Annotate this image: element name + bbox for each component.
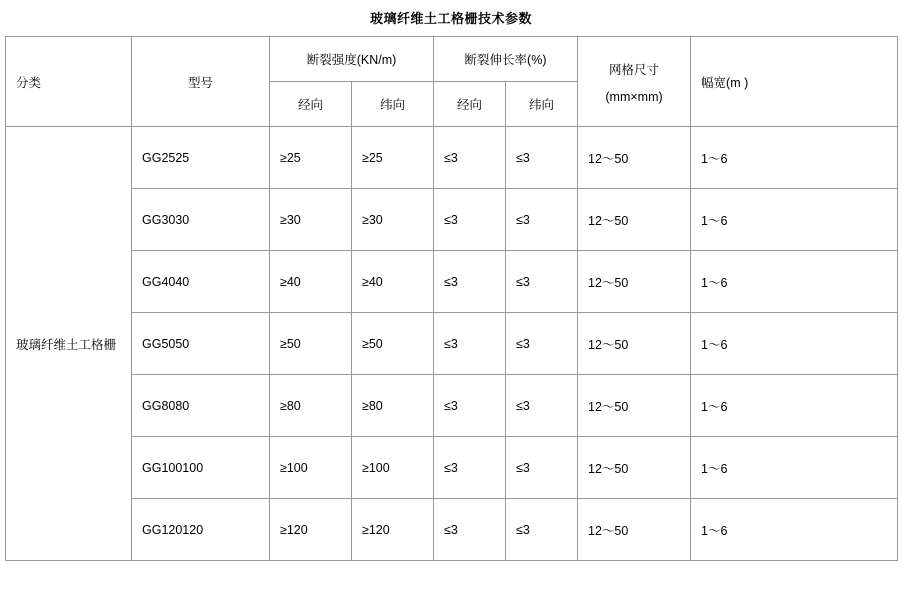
cell-warp-strength: ≥50	[270, 313, 352, 375]
table-header-row-1	[6, 37, 898, 82]
cell-weft-elongation: ≤3	[506, 313, 578, 375]
cell-model: GG2525	[132, 127, 270, 189]
cell-weft-strength: ≥120	[352, 499, 434, 561]
cell-warp-strength: ≥100	[270, 437, 352, 499]
cell-warp-strength: ≥120	[270, 499, 352, 561]
header-break-elongation: 断裂伸长率(%)	[434, 37, 578, 82]
cell-model: GG3030	[132, 189, 270, 251]
header-warp-strength: 经向	[270, 82, 352, 127]
cell-model: GG120120	[132, 499, 270, 561]
header-model: 型号	[132, 37, 270, 127]
cell-mesh-size: 12～50	[578, 437, 691, 499]
cell-mesh-size: 12～50	[578, 251, 691, 313]
table-row	[6, 189, 898, 251]
cell-category: 玻璃纤维土工格栅	[6, 127, 132, 561]
cell-weft-strength: ≥50	[352, 313, 434, 375]
cell-width: 1～6	[691, 499, 898, 561]
cell-weft-strength: ≥100	[352, 437, 434, 499]
cell-warp-elongation: ≤3	[434, 499, 506, 561]
cell-weft-strength: ≥40	[352, 251, 434, 313]
cell-mesh-size: 12～50	[578, 375, 691, 437]
header-break-strength: 断裂强度(KN/m)	[270, 37, 434, 82]
cell-warp-strength: ≥40	[270, 251, 352, 313]
cell-warp-strength: ≥30	[270, 189, 352, 251]
header-mesh-size-line1: 网格尺寸	[609, 62, 660, 77]
cell-width: 1～6	[691, 189, 898, 251]
cell-weft-elongation: ≤3	[506, 127, 578, 189]
cell-model: GG100100	[132, 437, 270, 499]
cell-model: GG8080	[132, 375, 270, 437]
cell-width: 1～6	[691, 375, 898, 437]
cell-warp-elongation: ≤3	[434, 189, 506, 251]
cell-model: GG4040	[132, 251, 270, 313]
cell-weft-strength: ≥25	[352, 127, 434, 189]
table-row	[6, 127, 898, 189]
cell-weft-elongation: ≤3	[506, 499, 578, 561]
cell-warp-elongation: ≤3	[434, 251, 506, 313]
table-row	[6, 375, 898, 437]
header-weft-elongation: 纬向	[506, 82, 578, 127]
cell-warp-strength: ≥25	[270, 127, 352, 189]
cell-width: 1～6	[691, 437, 898, 499]
cell-width: 1～6	[691, 127, 898, 189]
header-weft-strength: 纬向	[352, 82, 434, 127]
cell-mesh-size: 12～50	[578, 189, 691, 251]
cell-mesh-size: 12～50	[578, 127, 691, 189]
cell-warp-elongation: ≤3	[434, 127, 506, 189]
spec-table	[5, 36, 898, 561]
table-row	[6, 313, 898, 375]
cell-weft-elongation: ≤3	[506, 251, 578, 313]
cell-weft-elongation: ≤3	[506, 375, 578, 437]
header-category: 分类	[6, 37, 132, 127]
cell-warp-elongation: ≤3	[434, 437, 506, 499]
cell-model: GG5050	[132, 313, 270, 375]
table-row	[6, 437, 898, 499]
cell-weft-strength: ≥80	[352, 375, 434, 437]
cell-warp-strength: ≥80	[270, 375, 352, 437]
page-title: 玻璃纤维土工格栅技术参数	[369, 11, 532, 26]
header-width: 幅宽(m )	[691, 37, 898, 127]
cell-warp-elongation: ≤3	[434, 313, 506, 375]
cell-width: 1～6	[691, 313, 898, 375]
cell-mesh-size: 12～50	[578, 499, 691, 561]
table-row	[6, 251, 898, 313]
cell-mesh-size: 12～50	[578, 313, 691, 375]
cell-weft-strength: ≥30	[352, 189, 434, 251]
header-mesh-size	[578, 37, 691, 127]
header-warp-elongation: 经向	[434, 82, 506, 127]
table-row	[6, 499, 898, 561]
cell-weft-elongation: ≤3	[506, 189, 578, 251]
cell-warp-elongation: ≤3	[434, 375, 506, 437]
cell-width: 1～6	[691, 251, 898, 313]
cell-weft-elongation: ≤3	[506, 437, 578, 499]
header-mesh-size-line2: (mm×mm)	[605, 89, 663, 104]
